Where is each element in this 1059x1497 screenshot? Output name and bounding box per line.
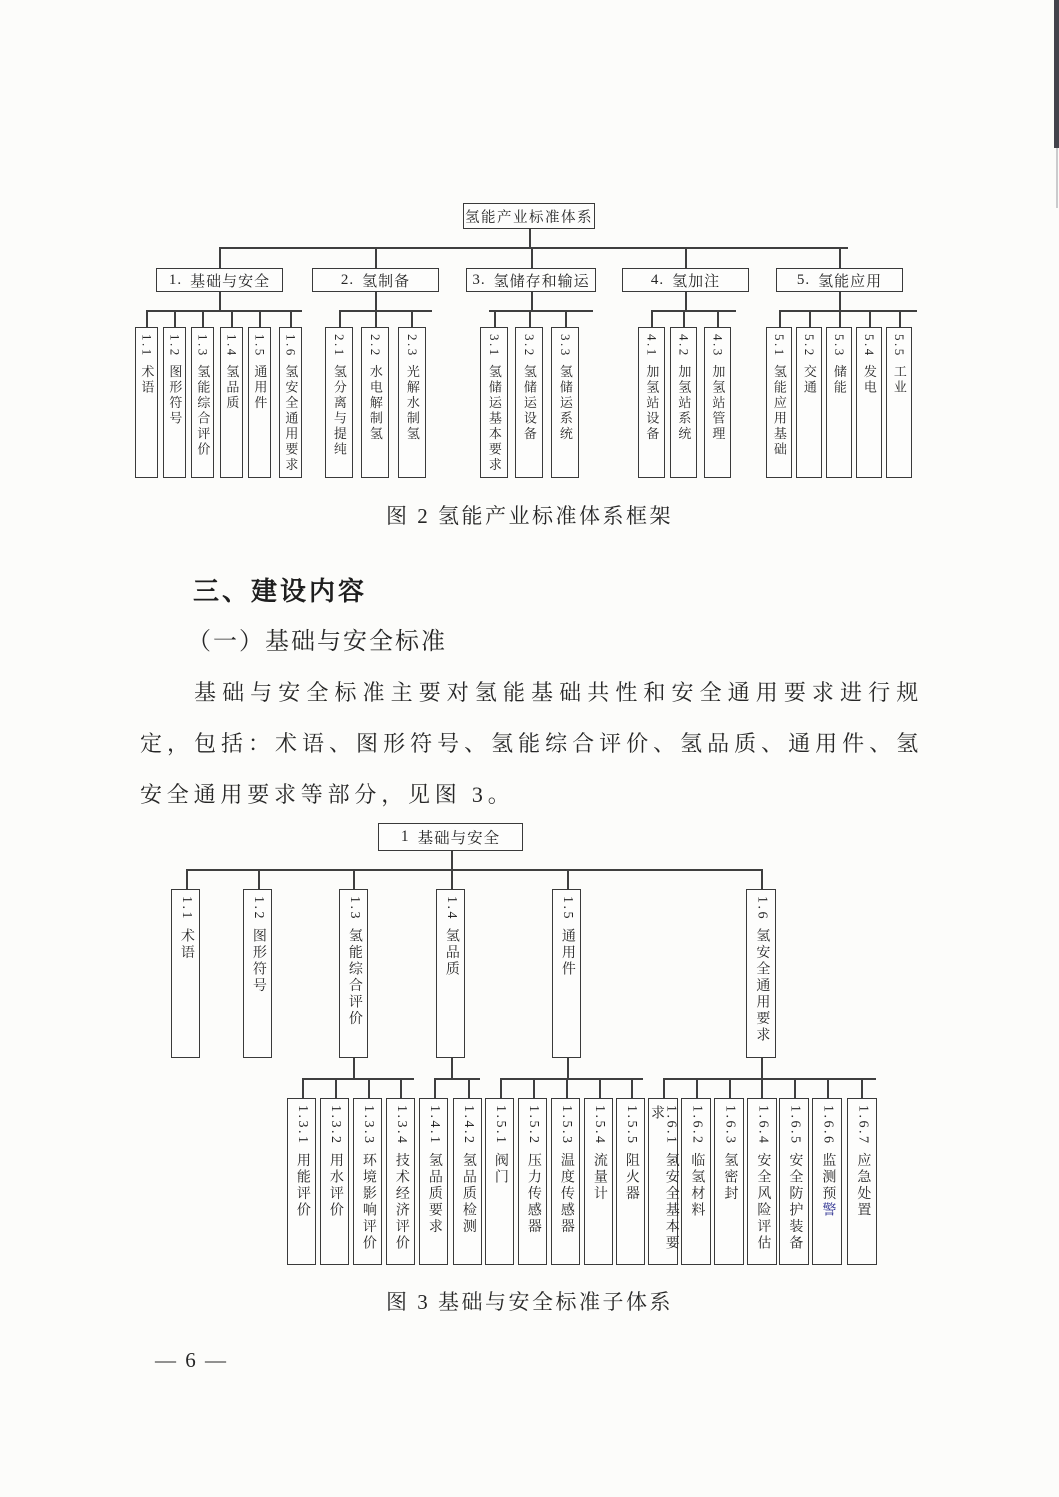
fig3-node-1-6-5 [779,1098,809,1265]
connector-line [827,1078,829,1098]
fig2-node-1-3 [191,327,214,478]
node-label: 氢分离与提纯 [331,364,347,458]
node-label: 氢密封 [722,1152,738,1202]
node-num: 1.2 [167,334,183,358]
connector-line [809,310,811,327]
fig3-node-1-6-2 [681,1098,711,1265]
fig2-branch-2-label: 氢制备 [362,273,411,290]
node-num: 1.4.1 [426,1105,442,1146]
node-label: 用能评价 [294,1152,310,1219]
fig2-branch-5 [776,268,903,292]
fig3-node-1-6-6 [812,1098,842,1265]
connector-line [861,1078,863,1098]
node-num: 2.3 [404,334,420,358]
node-num: 1.6.3 [722,1105,738,1146]
connector-line [146,310,148,327]
fig3-root-node [378,823,523,851]
section-subheading: （一）基础与安全标准 [187,629,447,655]
node-num: 1.6.2 [689,1105,705,1146]
node-num: 5.3 [831,334,847,358]
connector-line [683,310,685,327]
fig2-node-3-2 [515,327,543,478]
node-num: 4.1 [644,334,660,358]
connector-line [663,1078,665,1098]
connector-line [531,292,533,310]
fig2-branch-4-num: 4. [650,271,665,288]
connector-line [531,247,533,268]
connector-line [599,1078,601,1098]
connector-line [529,229,531,247]
node-label: 氢能应用基础 [771,364,787,458]
connector-line [202,310,204,327]
node-label-highlighted: 警 [820,1202,836,1219]
node-num: 2.2 [367,334,383,358]
connector-line [186,869,762,871]
node-num: 1.1 [139,334,155,358]
node-num: 5.1 [771,334,787,358]
connector-line [174,310,176,327]
node-label: 术语 [139,364,155,396]
fig2-branch-2 [312,268,439,292]
node-num: 1.3.1 [294,1105,310,1146]
node-num: 1.2 [250,896,266,921]
node-num: 1.5 [252,334,268,358]
fig2-branch-3-label: 氢储存和输运 [493,273,590,290]
fig2-branch-4 [622,268,749,292]
node-num: 1.6.4 [755,1105,771,1146]
fig2-node-5-4 [856,327,882,478]
connector-line [839,310,841,327]
connector-line [779,310,917,312]
scan-artifact-faint [1056,148,1058,208]
fig2-branch-5-label: 氢能应用 [818,273,883,290]
fig3-node-1-3-1 [287,1098,316,1265]
connector-line [335,1078,337,1098]
node-label: 监测预 [820,1152,836,1202]
fig3-node-1-5-1 [485,1098,514,1265]
fig2-branch-1-label: 基础与安全 [190,273,271,290]
fig3-node-1-3 [339,889,368,1058]
fig2-node-2-3 [398,327,426,478]
connector-line [302,1078,414,1080]
node-label: 氢能综合评价 [195,364,211,458]
connector-line [375,292,377,310]
fig2-node-2-1 [325,327,353,478]
node-num: 1.6 [283,334,299,358]
connector-line [259,310,261,327]
connector-line [353,869,355,889]
fig2-node-1-1 [135,327,158,478]
connector-line [400,1078,402,1098]
node-num: 4.3 [710,334,726,358]
figure3-caption: 图 3 基础与安全标准子体系 [386,1290,673,1314]
node-label: 加氢站管理 [710,364,726,443]
fig2-node-5-5 [886,327,912,478]
node-label: 应急处置 [855,1152,871,1219]
node-label: 水电解制氢 [367,364,383,443]
fig3-node-1-4-2 [453,1098,482,1265]
connector-line [146,310,302,312]
fig3-node-1-5-4 [584,1098,613,1265]
fig3-node-1-5-5 [616,1098,645,1265]
connector-line [451,869,453,889]
node-label: 氢能综合评价 [346,928,362,1027]
node-label: 光解水制氢 [404,364,420,443]
node-num: 1.6.5 [787,1105,803,1146]
fig2-node-1-2 [163,327,186,478]
node-label: 氢品质要求 [426,1152,442,1235]
node-num: 1.6.6 [820,1105,836,1146]
connector-line [533,1078,535,1098]
connector-line [231,310,233,327]
fig2-node-1-5 [248,327,271,478]
fig3-node-1-6-3 [714,1098,744,1265]
node-label: 流量计 [591,1152,607,1202]
fig2-node-1-4 [220,327,243,478]
fig2-node-4-1 [638,327,665,478]
fig2-node-5-2 [796,327,822,478]
node-label: 阻火器 [623,1152,639,1202]
fig2-node-4-3 [704,327,731,478]
fig3-node-1-5 [552,889,581,1058]
connector-line [302,1078,304,1098]
connector-line [434,1078,436,1098]
node-label: 压力传感器 [525,1152,541,1235]
fig2-node-5-3 [826,327,852,478]
node-label: 氢储运基本要求 [486,364,502,474]
node-num: 3.3 [557,334,573,358]
fig2-branch-3 [466,268,596,292]
node-label: 温度传感器 [558,1152,574,1235]
connector-line [500,1078,502,1098]
connector-line [685,247,687,268]
node-label: 氢安全通用要求 [754,928,770,1044]
connector-line [899,310,901,327]
connector-line [353,1058,355,1078]
connector-line [375,310,377,327]
node-num: 1.5 [559,896,575,921]
node-label: 氢安全通用要求 [283,364,299,474]
node-label: 工业 [891,364,907,396]
node-num: 1.5.2 [525,1105,541,1146]
connector-line [685,292,687,310]
connector-line [494,310,496,327]
node-label: 安全风险评估 [755,1152,771,1252]
node-label: 氢安全基本要求 [649,1105,679,1252]
connector-line [566,1078,568,1098]
node-label: 交通 [801,364,817,396]
node-num: 1.4.2 [460,1105,476,1146]
body-paragraph: 基础与安全标准主要对氢能基础共性和安全通用要求进行规定，包括：术语、图形符号、氢能综合评价、氢品质、通用件、氢安全通用要求等部分，见图 3。 [140,680,923,807]
connector-line [186,869,188,889]
node-num: 1.3 [195,334,211,358]
node-label: 氢品质 [224,364,240,412]
node-label: 图形符号 [250,928,266,994]
connector-line [489,310,593,312]
node-num: 5.4 [861,334,877,358]
node-num: 1.5.1 [492,1105,508,1146]
fig2-branch-1-num: 1. [168,271,183,288]
connector-line [717,310,719,327]
fig3-node-1-6-4 [747,1098,777,1265]
fig2-branch-1 [156,268,283,292]
fig3-node-1-5-3 [551,1098,580,1265]
connector-line [779,310,781,327]
connector-line [567,1058,569,1078]
node-label: 通用件 [252,364,268,412]
fig3-node-1-3-3 [353,1098,382,1265]
connector-line [794,1078,796,1098]
connector-line [368,1078,370,1098]
node-num: 1.3 [346,896,362,921]
node-num: 1.3.4 [393,1105,409,1146]
node-num: 1.6.7 [855,1105,871,1146]
fig3-node-1-5-2 [518,1098,547,1265]
node-label: 用水评价 [327,1152,343,1219]
node-label: 加氢站设备 [644,364,660,443]
connector-line [451,1058,453,1078]
connector-line [411,310,413,327]
node-num: 3.2 [521,334,537,358]
fig3-node-1-2 [243,889,272,1058]
fig2-node-1-6 [279,327,302,478]
node-num: 1.6.1 [663,1105,679,1146]
node-label: 通用件 [559,928,575,978]
node-num: 2.1 [331,334,347,358]
connector-line [663,1078,876,1080]
node-num: 1.4 [224,334,240,358]
node-num: 4.2 [676,334,692,358]
fig2-branch-4-label: 氢加注 [672,273,721,290]
node-num: 1.5.3 [558,1105,574,1146]
connector-line [696,1078,698,1098]
page-number: — 6 — [155,1348,228,1372]
connector-line [434,1078,480,1080]
connector-line [839,247,841,268]
fig3-node-1-4-1 [419,1098,448,1265]
fig3-root-label: 基础与安全 [417,830,501,847]
node-num: 1.3.3 [360,1105,376,1146]
node-label: 图形符号 [167,364,183,427]
scan-artifact [1054,0,1059,148]
fig3-node-1-6 [746,889,776,1058]
node-label: 加氢站系统 [676,364,692,443]
connector-line [761,869,763,889]
connector-line [567,869,569,889]
connector-line [339,310,341,327]
connector-line [529,310,531,327]
fig2-node-2-2 [361,327,389,478]
fig2-node-3-3 [551,327,579,478]
node-num: 1.6 [754,896,770,921]
connector-line [219,292,221,310]
connector-line [219,247,221,268]
connector-line [631,1078,633,1098]
fig3-node-1-3-4 [386,1098,415,1265]
connector-line [290,310,292,327]
connector-line [219,247,848,249]
node-num: 5.2 [801,334,817,358]
node-num: 3.1 [486,334,502,358]
node-label: 环境影响评价 [360,1152,376,1252]
connector-line [565,310,567,327]
fig2-branch-2-num: 2. [340,271,355,288]
node-label: 储能 [831,364,847,396]
node-label: 氢储运系统 [557,364,573,443]
fig3-node-1-6-1 [648,1098,678,1265]
connector-line [761,1078,763,1098]
fig2-node-4-2 [670,327,697,478]
connector-line [451,851,453,869]
node-label: 安全防护装备 [787,1152,803,1252]
node-num: 1.1 [178,896,194,921]
fig3-root-num: 1 [400,828,410,845]
fig2-branch-3-num: 3. [472,271,486,288]
fig2-branch-5-num: 5. [796,271,811,288]
connector-line [468,1078,470,1098]
node-label: 临氢材料 [689,1152,705,1219]
connector-line [651,310,736,312]
node-num: 1.5.4 [591,1105,607,1146]
fig2-node-3-1 [480,327,508,478]
node-num: 1.3.2 [327,1105,343,1146]
node-num: 5.5 [891,334,907,358]
connector-line [869,310,871,327]
connector-line [761,1058,763,1078]
node-num: 1.4 [443,896,459,921]
section-heading: 三、建设内容 [193,576,368,606]
connector-line [729,1078,731,1098]
node-label: 氢品质检测 [460,1152,476,1235]
node-label: 发电 [861,364,877,396]
connector-line [651,310,653,327]
connector-line [258,869,260,889]
fig2-root-node [463,203,595,229]
fig3-node-1-4 [436,889,465,1058]
figure2-caption: 图 2 氢能产业标准体系框架 [386,504,673,528]
connector-line [500,1078,643,1080]
fig3-node-1-3-2 [320,1098,349,1265]
fig3-node-1-1 [171,889,200,1058]
node-label: 氢品质 [443,928,459,978]
fig2-node-5-1 [766,327,792,478]
node-label: 氢储运设备 [521,364,537,443]
connector-line [375,247,377,268]
node-num: 1.5.5 [623,1105,639,1146]
node-label: 阀门 [492,1152,508,1186]
connector-line [839,292,841,310]
connector-line [339,310,432,312]
fig3-node-1-6-7 [847,1098,877,1265]
fig2-root-label: 氢能产业标准体系 [465,209,593,226]
node-label: 术语 [178,928,194,961]
node-label: 技术经济评价 [393,1152,409,1252]
